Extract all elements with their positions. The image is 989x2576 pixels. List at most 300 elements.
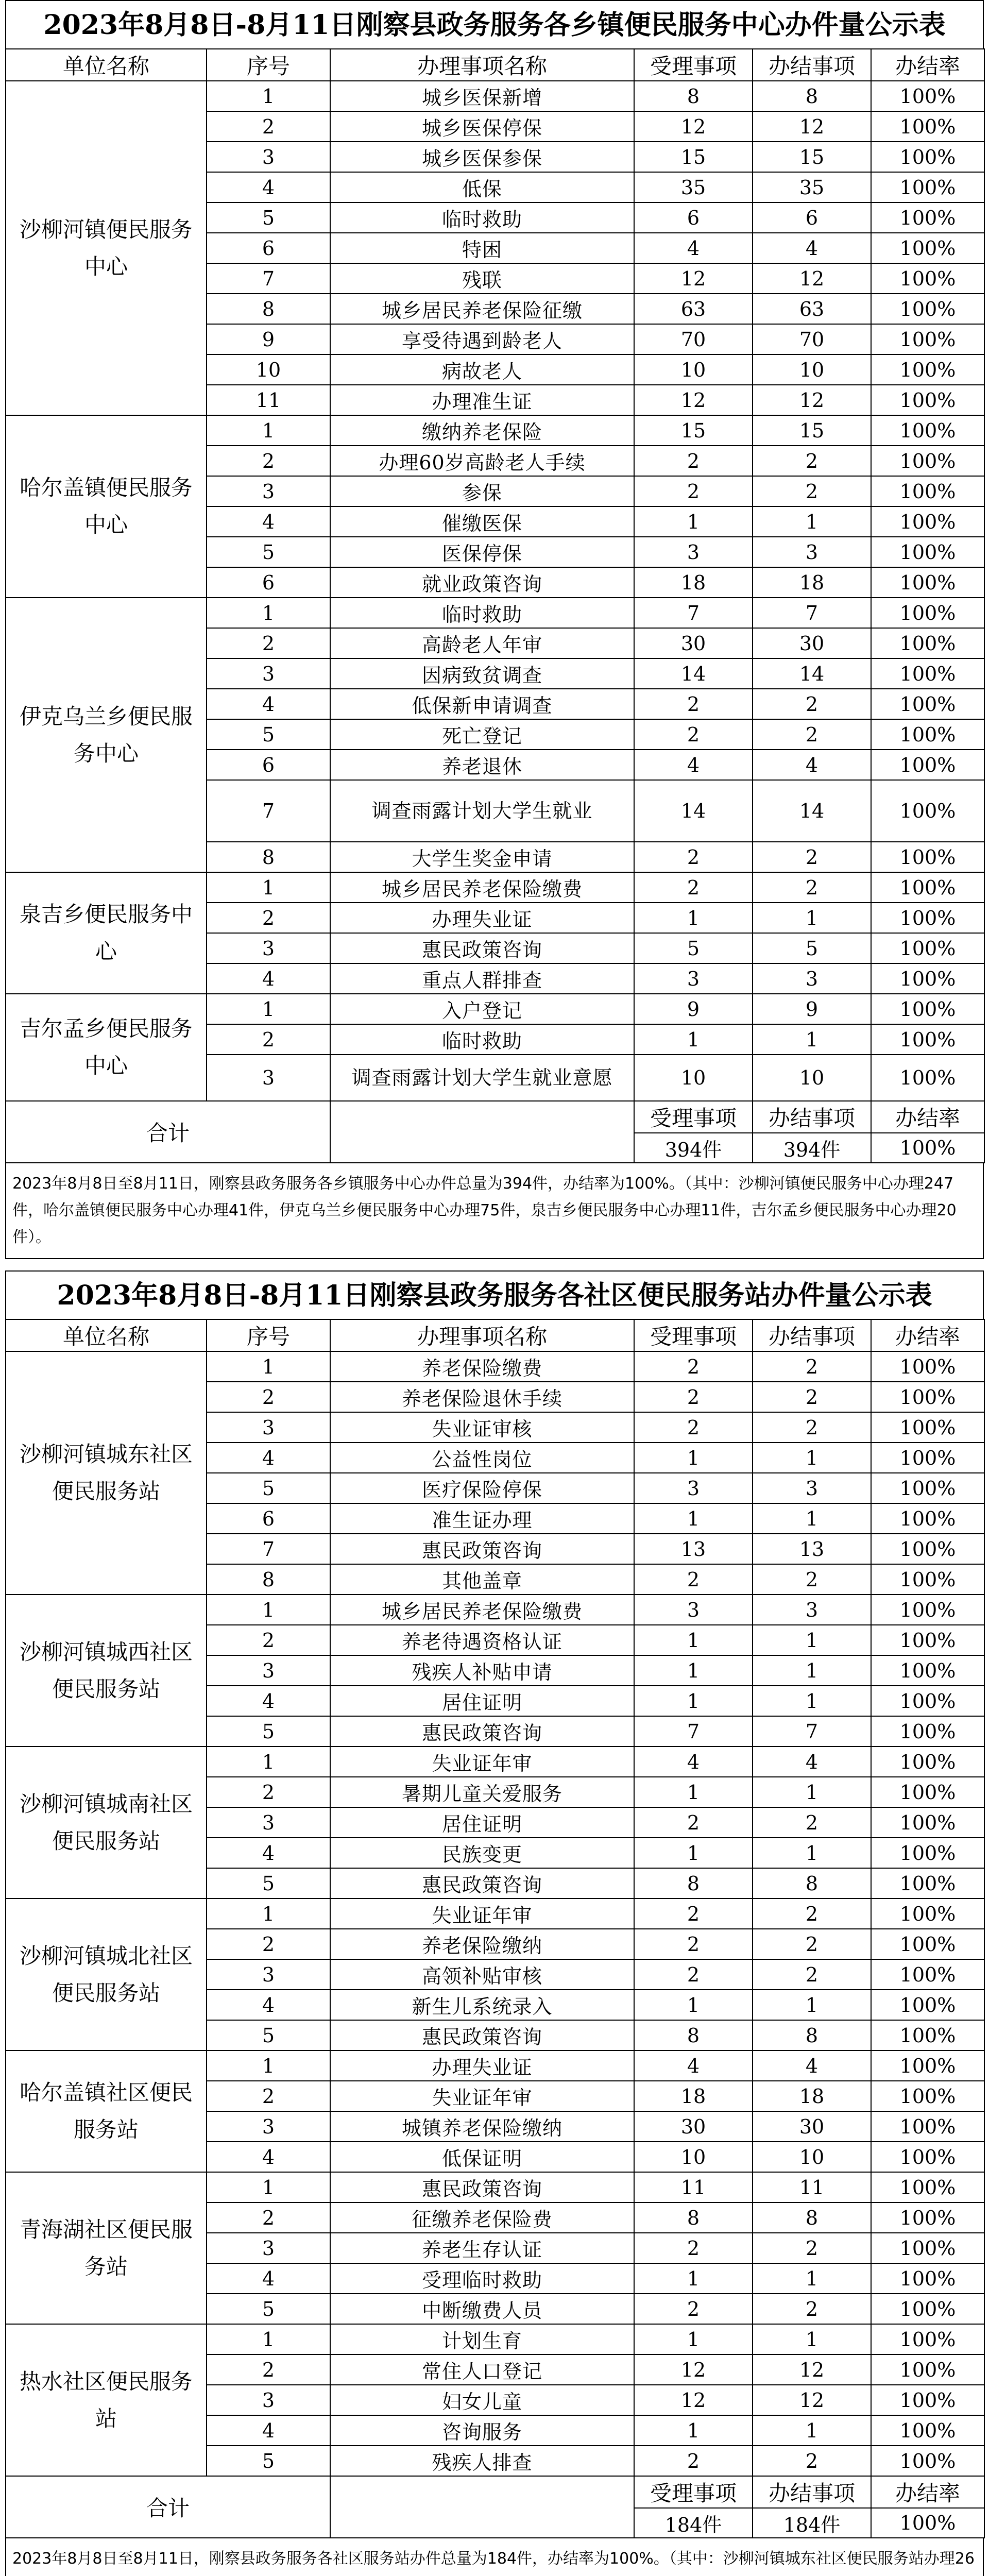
completion-rate: 100% <box>871 263 984 294</box>
row-number: 4 <box>207 1990 330 2020</box>
item-name: 民族变更 <box>330 1838 634 1868</box>
row-number: 1 <box>207 2324 330 2354</box>
accepted-count: 2 <box>634 1382 753 1412</box>
row-number: 2 <box>207 2202 330 2233</box>
completion-rate: 100% <box>871 1503 984 1534</box>
completed-count: 3 <box>753 537 871 567</box>
completed-count: 1 <box>753 1503 871 1534</box>
total-accepted-value: 394件 <box>634 1133 753 1163</box>
completion-rate: 100% <box>871 2202 984 2233</box>
completion-rate: 100% <box>871 1959 984 1990</box>
completion-rate: 100% <box>871 537 984 567</box>
completion-rate: 100% <box>871 1868 984 1899</box>
completed-count: 3 <box>753 963 871 994</box>
row-number: 2 <box>207 2354 330 2385</box>
completed-count: 14 <box>753 658 871 689</box>
completed-count: 2 <box>753 2294 871 2324</box>
completed-count: 4 <box>753 1747 871 1777</box>
row-number: 3 <box>207 1959 330 1990</box>
completion-rate: 100% <box>871 1990 984 2020</box>
completion-rate: 100% <box>871 111 984 142</box>
row-number: 3 <box>207 1655 330 1686</box>
row-number: 5 <box>207 719 330 750</box>
accepted-count: 2 <box>634 446 753 476</box>
completed-count: 35 <box>753 172 871 202</box>
completed-count: 1 <box>753 1838 871 1868</box>
column-header: 序号 <box>207 49 330 81</box>
item-name: 医疗保险停保 <box>330 1473 634 1503</box>
accepted-count: 15 <box>634 415 753 446</box>
accepted-count: 1 <box>634 1655 753 1686</box>
accepted-count: 1 <box>634 2324 753 2354</box>
accepted-count: 8 <box>634 2202 753 2233</box>
completed-count: 3 <box>753 1473 871 1503</box>
completed-count: 10 <box>753 2142 871 2172</box>
row-number: 3 <box>207 2233 330 2263</box>
row-number: 5 <box>207 2294 330 2324</box>
row-number: 5 <box>207 2446 330 2476</box>
completion-rate: 100% <box>871 780 984 842</box>
item-name: 失业证年审 <box>330 1747 634 1777</box>
row-number: 5 <box>207 1473 330 1503</box>
row-number: 5 <box>207 1868 330 1899</box>
accepted-count: 10 <box>634 2142 753 2172</box>
item-name: 城镇养老保险缴纳 <box>330 2111 634 2142</box>
completed-count: 1 <box>753 1443 871 1473</box>
item-name: 城乡居民养老保险征缴 <box>330 294 634 324</box>
completion-rate: 100% <box>871 842 984 872</box>
completed-count: 2 <box>753 1564 871 1595</box>
table-title: 2023年8月8日-8月11日刚察县政务服务各社区便民服务站办件量公示表 <box>5 1270 984 1319</box>
completion-rate: 100% <box>871 1382 984 1412</box>
accepted-count: 2 <box>634 1412 753 1443</box>
accepted-count: 2 <box>634 1351 753 1382</box>
completed-count: 8 <box>753 2202 871 2233</box>
completed-count: 2 <box>753 1412 871 1443</box>
completion-rate: 100% <box>871 1595 984 1625</box>
completed-count: 2 <box>753 689 871 719</box>
row-number: 11 <box>207 385 330 415</box>
completion-rate: 100% <box>871 1655 984 1686</box>
unit-name-cell: 青海湖社区便民服务站 <box>6 2172 207 2324</box>
completion-rate: 100% <box>871 1625 984 1655</box>
table-row <box>6 1351 984 1382</box>
item-name: 临时救助 <box>330 1024 634 1055</box>
row-number: 4 <box>207 172 330 202</box>
total-completed-header: 办结事项 <box>753 1101 871 1133</box>
row-number: 1 <box>207 872 330 903</box>
accepted-count: 2 <box>634 1959 753 1990</box>
completed-count: 1 <box>753 1686 871 1716</box>
item-name: 办理失业证 <box>330 903 634 933</box>
completion-rate: 100% <box>871 2050 984 2081</box>
accepted-count: 1 <box>634 1777 753 1807</box>
item-name: 残疾人补贴申请 <box>330 1655 634 1686</box>
row-number: 7 <box>207 780 330 842</box>
accepted-count: 18 <box>634 2081 753 2111</box>
item-name: 残疾人排查 <box>330 2446 634 2476</box>
completed-count: 1 <box>753 1777 871 1807</box>
completion-rate: 100% <box>871 1351 984 1382</box>
accepted-count: 8 <box>634 2020 753 2050</box>
row-number: 1 <box>207 1747 330 1777</box>
accepted-count: 1 <box>634 1990 753 2020</box>
completed-count: 18 <box>753 567 871 598</box>
accepted-count: 10 <box>634 354 753 385</box>
completion-rate: 100% <box>871 81 984 111</box>
row-number: 3 <box>207 142 330 172</box>
accepted-count: 3 <box>634 537 753 567</box>
completed-count: 2 <box>753 446 871 476</box>
row-number: 5 <box>207 1716 330 1747</box>
completed-count: 7 <box>753 598 871 628</box>
completion-rate: 100% <box>871 1777 984 1807</box>
total-blank-cell <box>330 1101 634 1163</box>
completion-rate: 100% <box>871 1024 984 1055</box>
completed-count: 2 <box>753 1807 871 1838</box>
item-name: 医保停保 <box>330 537 634 567</box>
completed-count: 9 <box>753 994 871 1024</box>
item-name: 残联 <box>330 263 634 294</box>
item-name: 养老保险缴费 <box>330 1351 634 1382</box>
completion-rate: 100% <box>871 1929 984 1959</box>
completed-count: 2 <box>753 1382 871 1412</box>
item-name: 公益性岗位 <box>330 1443 634 1473</box>
table-row <box>6 1595 984 1625</box>
row-number: 3 <box>207 933 330 963</box>
item-name: 惠民政策咨询 <box>330 1868 634 1899</box>
accepted-count: 30 <box>634 628 753 658</box>
item-name: 城乡医保新增 <box>330 81 634 111</box>
column-header: 办结事项 <box>753 49 871 81</box>
completed-count: 1 <box>753 2324 871 2354</box>
row-number: 6 <box>207 567 330 598</box>
accepted-count: 1 <box>634 1503 753 1534</box>
row-number: 2 <box>207 111 330 142</box>
accepted-count: 70 <box>634 324 753 354</box>
row-number: 2 <box>207 1024 330 1055</box>
completed-count: 11 <box>753 2172 871 2202</box>
completion-rate: 100% <box>871 598 984 628</box>
completion-rate: 100% <box>871 324 984 354</box>
row-number: 9 <box>207 324 330 354</box>
total-accepted-header: 受理事项 <box>634 1101 753 1133</box>
table-row <box>6 1899 984 1929</box>
total-header-row <box>6 1101 984 1133</box>
accepted-count: 6 <box>634 202 753 233</box>
completed-count: 2 <box>753 1351 871 1382</box>
column-header: 办理事项名称 <box>330 1319 634 1351</box>
column-header: 办结率 <box>871 1319 984 1351</box>
accepted-count: 12 <box>634 385 753 415</box>
township-table-section <box>5 0 984 1259</box>
completed-count: 8 <box>753 81 871 111</box>
completion-rate: 100% <box>871 872 984 903</box>
completed-count: 2 <box>753 719 871 750</box>
accepted-count: 4 <box>634 233 753 263</box>
item-name: 特困 <box>330 233 634 263</box>
completion-rate: 100% <box>871 385 984 415</box>
completed-count: 15 <box>753 415 871 446</box>
completed-count: 8 <box>753 1868 871 1899</box>
completion-rate: 100% <box>871 628 984 658</box>
item-name: 其他盖章 <box>330 1564 634 1595</box>
completed-count: 4 <box>753 233 871 263</box>
completed-count: 12 <box>753 2354 871 2385</box>
total-rate-value: 100% <box>871 2508 984 2538</box>
completion-rate: 100% <box>871 172 984 202</box>
accepted-count: 1 <box>634 2263 753 2294</box>
accepted-count: 35 <box>634 172 753 202</box>
item-name: 新生儿系统录入 <box>330 1990 634 2020</box>
item-name: 妇女儿童 <box>330 2385 634 2415</box>
row-number: 8 <box>207 1564 330 1595</box>
completed-count: 2 <box>753 872 871 903</box>
completed-count: 10 <box>753 1055 871 1101</box>
item-name: 惠民政策咨询 <box>330 2020 634 2050</box>
completion-rate: 100% <box>871 1473 984 1503</box>
completion-rate: 100% <box>871 750 984 780</box>
accepted-count: 2 <box>634 1807 753 1838</box>
unit-name-cell: 泉吉乡便民服务中心 <box>6 872 207 994</box>
table-title: 2023年8月8日-8月11日刚察县政务服务各乡镇便民服务中心办件量公示表 <box>5 0 984 48</box>
item-name: 死亡登记 <box>330 719 634 750</box>
item-name: 城乡居民养老保险缴费 <box>330 1595 634 1625</box>
accepted-count: 1 <box>634 1443 753 1473</box>
accepted-count: 12 <box>634 263 753 294</box>
completion-rate: 100% <box>871 1443 984 1473</box>
completed-count: 1 <box>753 903 871 933</box>
row-number: 4 <box>207 2142 330 2172</box>
row-number: 2 <box>207 1382 330 1412</box>
completed-count: 1 <box>753 2263 871 2294</box>
completed-count: 5 <box>753 933 871 963</box>
completion-rate: 100% <box>871 689 984 719</box>
item-name: 入户登记 <box>330 994 634 1024</box>
total-accepted-value: 184件 <box>634 2508 753 2538</box>
completed-count: 2 <box>753 476 871 506</box>
column-header: 受理事项 <box>634 49 753 81</box>
row-number: 6 <box>207 750 330 780</box>
unit-name-cell: 沙柳河镇城东社区便民服务站 <box>6 1351 207 1595</box>
total-accepted-header: 受理事项 <box>634 2476 753 2508</box>
column-header: 受理事项 <box>634 1319 753 1351</box>
item-name: 催缴医保 <box>330 506 634 537</box>
header-row <box>6 1319 984 1351</box>
item-name: 临时救助 <box>330 202 634 233</box>
item-name: 办理准生证 <box>330 385 634 415</box>
accepted-count: 2 <box>634 1899 753 1929</box>
column-header: 办结事项 <box>753 1319 871 1351</box>
community-table-section <box>5 1270 984 2576</box>
completion-rate: 100% <box>871 1747 984 1777</box>
completed-count: 12 <box>753 385 871 415</box>
accepted-count: 1 <box>634 903 753 933</box>
completion-rate: 100% <box>871 1807 984 1838</box>
completion-rate: 100% <box>871 1564 984 1595</box>
accepted-count: 12 <box>634 2385 753 2415</box>
accepted-count: 2 <box>634 719 753 750</box>
unit-name-cell: 哈尔盖镇便民服务中心 <box>6 415 207 598</box>
accepted-count: 2 <box>634 1564 753 1595</box>
item-name: 失业证年审 <box>330 1899 634 1929</box>
accepted-count: 3 <box>634 963 753 994</box>
accepted-count: 14 <box>634 780 753 842</box>
item-name: 高龄老人年审 <box>330 628 634 658</box>
item-name: 低保 <box>330 172 634 202</box>
total-label: 合计 <box>6 1101 330 1163</box>
data-table <box>5 1319 985 2538</box>
completed-count: 13 <box>753 1534 871 1564</box>
total-blank-cell <box>330 2476 634 2538</box>
completion-rate: 100% <box>871 446 984 476</box>
completed-count: 30 <box>753 628 871 658</box>
completed-count: 2 <box>753 2446 871 2476</box>
item-name: 计划生育 <box>330 2324 634 2354</box>
completed-count: 15 <box>753 142 871 172</box>
unit-name-cell: 哈尔盖镇社区便民服务站 <box>6 2050 207 2172</box>
total-completed-value: 394件 <box>753 1133 871 1163</box>
item-name: 办理失业证 <box>330 2050 634 2081</box>
item-name: 城乡医保参保 <box>330 142 634 172</box>
accepted-count: 2 <box>634 2233 753 2263</box>
completion-rate: 100% <box>871 658 984 689</box>
accepted-count: 10 <box>634 1055 753 1101</box>
completion-rate: 100% <box>871 506 984 537</box>
row-number: 2 <box>207 1929 330 1959</box>
item-name: 居住证明 <box>330 1807 634 1838</box>
row-number: 1 <box>207 598 330 628</box>
unit-name-cell: 吉尔孟乡便民服务中心 <box>6 994 207 1101</box>
completed-count: 2 <box>753 842 871 872</box>
accepted-count: 8 <box>634 1868 753 1899</box>
completion-rate: 100% <box>871 1534 984 1564</box>
column-header: 序号 <box>207 1319 330 1351</box>
accepted-count: 8 <box>634 81 753 111</box>
completion-rate: 100% <box>871 415 984 446</box>
unit-name-cell: 沙柳河镇城西社区便民服务站 <box>6 1595 207 1747</box>
table-row <box>6 2324 984 2354</box>
accepted-count: 1 <box>634 506 753 537</box>
accepted-count: 2 <box>634 476 753 506</box>
row-number: 1 <box>207 2172 330 2202</box>
completed-count: 1 <box>753 2415 871 2446</box>
accepted-count: 18 <box>634 567 753 598</box>
item-name: 居住证明 <box>330 1686 634 1716</box>
item-name: 调查雨露计划大学生就业意愿 <box>330 1055 634 1101</box>
item-name: 大学生奖金申请 <box>330 842 634 872</box>
table-row <box>6 994 984 1024</box>
completion-rate: 100% <box>871 2385 984 2415</box>
item-name: 养老待遇资格认证 <box>330 1625 634 1655</box>
accepted-count: 11 <box>634 2172 753 2202</box>
total-rate-value: 100% <box>871 1133 984 1163</box>
completion-rate: 100% <box>871 2324 984 2354</box>
row-number: 10 <box>207 354 330 385</box>
column-header: 办理事项名称 <box>330 49 634 81</box>
row-number: 1 <box>207 1351 330 1382</box>
row-number: 2 <box>207 446 330 476</box>
completion-rate: 100% <box>871 719 984 750</box>
table-row <box>6 598 984 628</box>
completed-count: 1 <box>753 1625 871 1655</box>
completion-rate: 100% <box>871 2081 984 2111</box>
item-name: 惠民政策咨询 <box>330 2172 634 2202</box>
summary-note: 2023年8月8日至8月11日，刚察县政务服务各社区服务站办件总量为184件，办结率为100%。（其中：沙柳河镇城东社区便民服务站办理26 <box>5 2538 984 2576</box>
row-number: 2 <box>207 1625 330 1655</box>
completion-rate: 100% <box>871 476 984 506</box>
row-number: 1 <box>207 415 330 446</box>
accepted-count: 4 <box>634 2050 753 2081</box>
completion-rate: 100% <box>871 2263 984 2294</box>
accepted-count: 63 <box>634 294 753 324</box>
completed-count: 1 <box>753 1024 871 1055</box>
completed-count: 12 <box>753 111 871 142</box>
item-name: 办理60岁高龄老人手续 <box>330 446 634 476</box>
item-name: 因病致贫调查 <box>330 658 634 689</box>
completion-rate: 100% <box>871 1055 984 1101</box>
summary-note: 2023年8月8日至8月11日，刚察县政务服务各乡镇服务中心办件总量为394件，办结率为100%。（其中：沙柳河镇便民服务中心办理247件，哈尔盖镇便民服务中心办理41件，伊克乌兰乡便民服务中心办理75件，泉吉乡便民服务中心办理11件，吉尔孟乡便民服务中心办理20件）。 <box>5 1163 984 1259</box>
accepted-count: 2 <box>634 872 753 903</box>
unit-name-cell: 沙柳河镇便民服务中心 <box>6 81 207 415</box>
completed-count: 18 <box>753 2081 871 2111</box>
data-table <box>5 48 985 1163</box>
item-name: 失业证年审 <box>330 2081 634 2111</box>
completed-count: 6 <box>753 202 871 233</box>
accepted-count: 13 <box>634 1534 753 1564</box>
row-number: 4 <box>207 2263 330 2294</box>
accepted-count: 7 <box>634 598 753 628</box>
row-number: 4 <box>207 2415 330 2446</box>
accepted-count: 30 <box>634 2111 753 2142</box>
item-name: 受理临时救助 <box>330 2263 634 2294</box>
completion-rate: 100% <box>871 933 984 963</box>
row-number: 3 <box>207 2111 330 2142</box>
completion-rate: 100% <box>871 963 984 994</box>
completion-rate: 100% <box>871 2354 984 2385</box>
item-name: 临时救助 <box>330 598 634 628</box>
completion-rate: 100% <box>871 2233 984 2263</box>
completion-rate: 100% <box>871 294 984 324</box>
completion-rate: 100% <box>871 2172 984 2202</box>
total-rate-header: 办结率 <box>871 2476 984 2508</box>
item-name: 重点人群排查 <box>330 963 634 994</box>
row-number: 6 <box>207 1503 330 1534</box>
row-number: 1 <box>207 994 330 1024</box>
completion-rate: 100% <box>871 233 984 263</box>
completed-count: 7 <box>753 1716 871 1747</box>
item-name: 准生证办理 <box>330 1503 634 1534</box>
accepted-count: 1 <box>634 2415 753 2446</box>
total-completed-header: 办结事项 <box>753 2476 871 2508</box>
item-name: 养老退休 <box>330 750 634 780</box>
unit-name-cell: 伊克乌兰乡便民服务中心 <box>6 598 207 872</box>
item-name: 低保新申请调查 <box>330 689 634 719</box>
row-number: 2 <box>207 903 330 933</box>
table-row <box>6 415 984 446</box>
completion-rate: 100% <box>871 1716 984 1747</box>
table-row <box>6 872 984 903</box>
completed-count: 12 <box>753 2385 871 2415</box>
item-name: 调查雨露计划大学生就业 <box>330 780 634 842</box>
completed-count: 2 <box>753 1959 871 1990</box>
row-number: 1 <box>207 2050 330 2081</box>
item-name: 中断缴费人员 <box>330 2294 634 2324</box>
row-number: 3 <box>207 476 330 506</box>
row-number: 3 <box>207 2385 330 2415</box>
total-label: 合计 <box>6 2476 330 2538</box>
completed-count: 30 <box>753 2111 871 2142</box>
